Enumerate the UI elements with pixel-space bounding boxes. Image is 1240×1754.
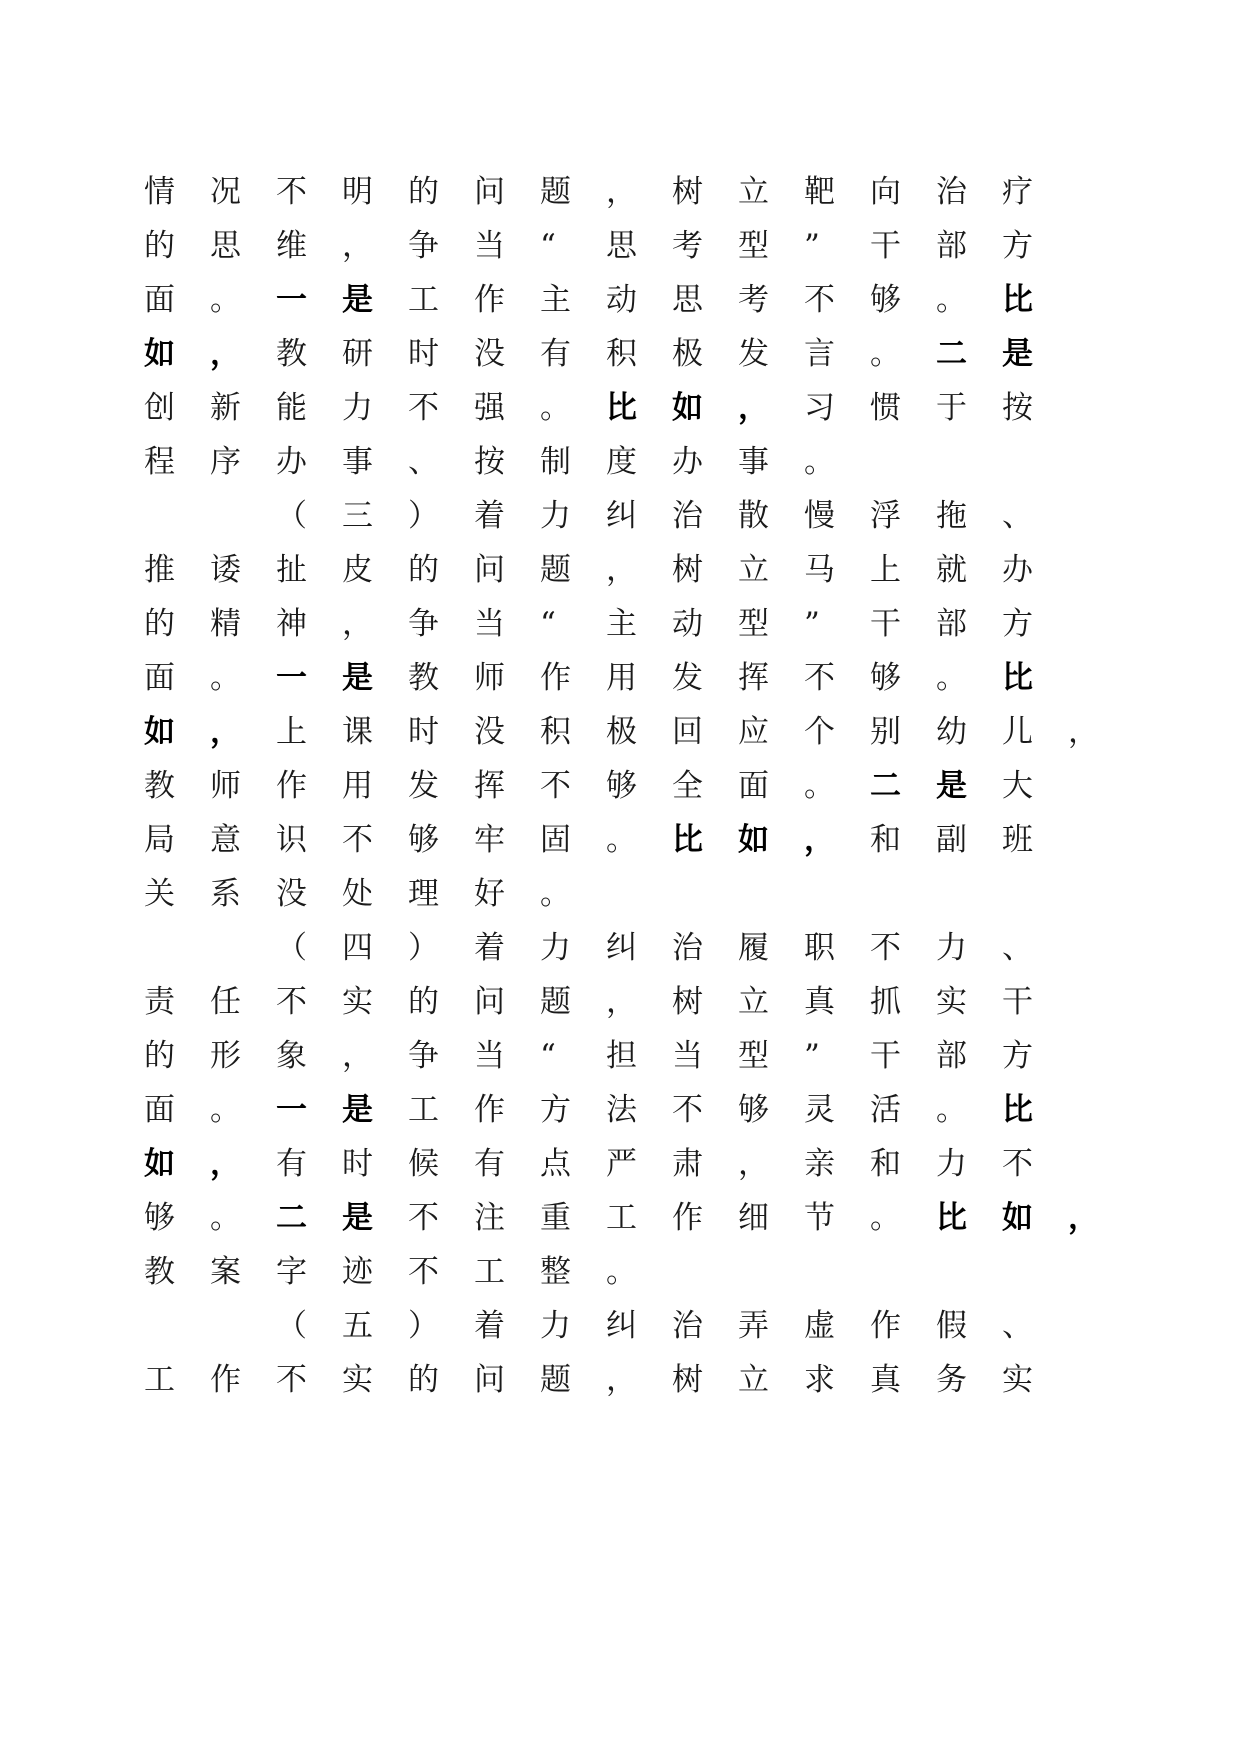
text-line	[144, 814, 1124, 866]
bold-segment: 一 是	[276, 660, 373, 696]
bold-segment: 比 如 ，	[936, 1200, 1099, 1236]
text-segment: 教 师 作 用 发 挥 不 够 全 面 。	[144, 768, 835, 804]
bold-segment: 比	[1002, 660, 1033, 696]
text-line	[144, 166, 1124, 218]
text-line	[144, 1246, 1124, 1298]
text-line	[276, 922, 1240, 974]
bold-segment: 比	[1002, 282, 1033, 318]
text-line	[144, 1084, 1124, 1136]
text-line	[144, 760, 1124, 812]
text-segment: 工 作 不 实 的 问 题 ， 树 立 求 真 务 实	[144, 1362, 1033, 1398]
text-line	[144, 328, 1124, 380]
text-segment: 的 思 维 ， 争 当 “ 思 考 型 ” 干 部 方	[144, 228, 1033, 264]
text-segment: 面 。	[144, 282, 241, 318]
text-line	[144, 706, 1124, 758]
text-line	[276, 490, 1240, 542]
text-line	[276, 1300, 1240, 1352]
text-segment: （ 三 ） 着 力 纠 治 散 慢 浮 拖 、	[276, 498, 1033, 534]
text-segment: 教 师 作 用 发 挥 不 够 。	[408, 660, 967, 696]
bold-segment: 比	[1002, 1092, 1033, 1128]
bold-segment: 如 ，	[144, 336, 241, 372]
text-segment: 的 形 象 ， 争 当 “ 担 当 型 ” 干 部 方	[144, 1038, 1033, 1074]
text-line	[144, 382, 1124, 434]
text-segment: 关 系 没 处 理 好 。	[144, 876, 571, 912]
text-segment: 不 注 重 工 作 细 节 。	[408, 1200, 901, 1236]
bold-segment: 如 ，	[144, 1146, 241, 1182]
text-segment: 责 任 不 实 的 问 题 ， 树 立 真 抓 实 干	[144, 984, 1033, 1020]
text-line	[144, 544, 1124, 596]
text-line	[144, 1030, 1124, 1082]
text-segment: 习 惯 于 按	[804, 390, 1033, 426]
bold-segment: 一 是	[276, 1092, 373, 1128]
text-line	[144, 598, 1124, 650]
text-segment: 教 研 时 没 有 积 极 发 言 。	[276, 336, 901, 372]
text-segment: 有 时 候 有 点 严 肃 ， 亲 和 力 不	[276, 1146, 1033, 1182]
text-segment: 够 。	[144, 1200, 241, 1236]
text-segment: 工 作 方 法 不 够 灵 活 。	[408, 1092, 967, 1128]
text-segment: 情 况 不 明 的 问 题 ， 树 立 靶 向 治 疗	[144, 174, 1033, 210]
text-segment: 推 诿 扯 皮 的 问 题 ， 树 立 马 上 就 办	[144, 552, 1033, 588]
bold-segment: 二 是	[276, 1200, 373, 1236]
text-segment: 的 精 神 ， 争 当 “ 主 动 型 ” 干 部 方	[144, 606, 1033, 642]
bold-segment: 二 是	[936, 336, 1033, 372]
text-segment: 和 副 班	[870, 822, 1033, 858]
text-line	[144, 1138, 1124, 1190]
text-segment: 大	[1002, 768, 1033, 804]
bold-segment: 二 是	[870, 768, 967, 804]
text-segment: 程 序 办 事 、 按 制 度 办 事 。	[144, 444, 835, 480]
text-line	[144, 1192, 1124, 1244]
text-line	[144, 436, 1124, 488]
text-line	[144, 868, 1124, 920]
text-segment: 上 课 时 没 积 极 回 应 个 别 幼 儿 ，	[276, 714, 1099, 750]
text-line	[144, 220, 1124, 272]
bold-segment: 如 ，	[144, 714, 241, 750]
text-segment: 局 意 识 不 够 牢 固 。	[144, 822, 637, 858]
text-line	[144, 976, 1124, 1028]
text-line	[144, 652, 1124, 704]
text-segment: 教 案 字 迹 不 工 整 。	[144, 1254, 637, 1290]
text-line	[144, 274, 1124, 326]
bold-segment: 一 是	[276, 282, 373, 318]
text-segment: 工 作 主 动 思 考 不 够 。	[408, 282, 967, 318]
bold-segment: 比 如 ，	[606, 390, 769, 426]
bold-segment: 比 如 ，	[672, 822, 835, 858]
text-line	[144, 1354, 1124, 1406]
text-segment: （ 四 ） 着 力 纠 治 履 职 不 力 、	[276, 930, 1033, 966]
text-segment: 面 。	[144, 660, 241, 696]
text-segment: 创 新 能 力 不 强 。	[144, 390, 571, 426]
text-segment: 面 。	[144, 1092, 241, 1128]
text-segment: （ 五 ） 着 力 纠 治 弄 虚 作 假 、	[276, 1308, 1033, 1344]
